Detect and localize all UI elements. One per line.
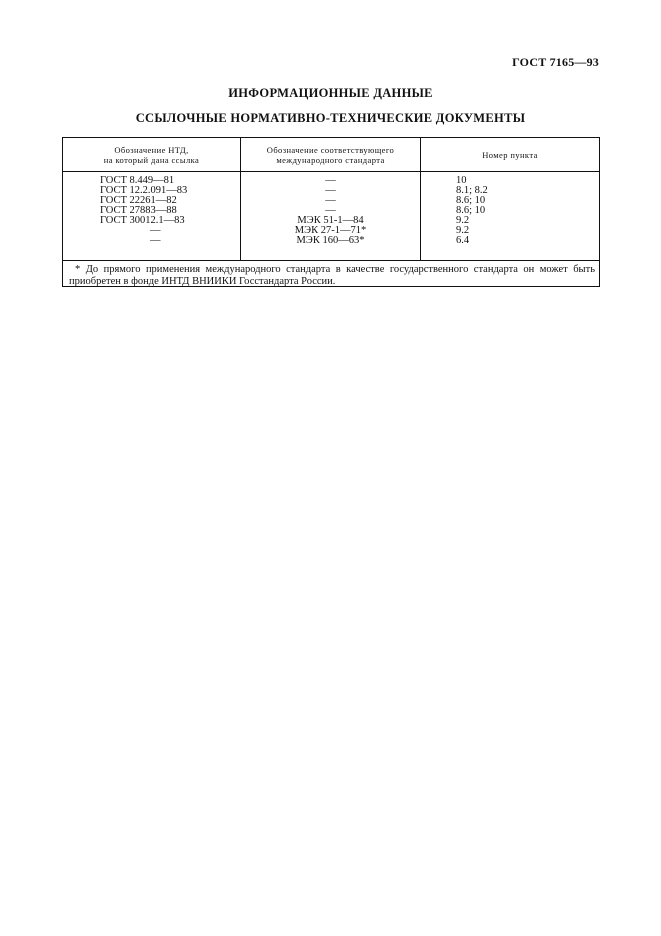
column-clause-number bbox=[456, 176, 596, 246]
table-cell: ГОСТ 22261—82 bbox=[100, 195, 177, 206]
table-cell: — bbox=[325, 205, 336, 216]
column-divider bbox=[420, 138, 421, 260]
table-cell: 9.2 bbox=[456, 225, 470, 236]
header-ntd-designation: Обозначение НТД, на который дана ссылка bbox=[103, 144, 200, 165]
table-cell: МЭК 27-1—71* bbox=[294, 225, 367, 236]
column-international-standard bbox=[241, 176, 420, 246]
table-cell: ГОСТ 27883—88 bbox=[100, 205, 177, 216]
table-cell: — bbox=[325, 195, 336, 206]
table-cell: 8.1; 8.2 bbox=[456, 185, 488, 196]
references-table bbox=[62, 137, 600, 287]
table-cell: — bbox=[325, 185, 336, 196]
section-title-references: ССЫЛОЧНЫЕ НОРМАТИВНО-ТЕХНИЧЕСКИЕ ДОКУМЕНТЫ bbox=[135, 111, 526, 125]
table-footnote: * До прямого применения международного стандарта в качестве государственного стандарта он может быть приобретен в фонде ИНТД ВНИИКИ Госстандарта России. bbox=[69, 264, 595, 287]
table-cell: ГОСТ 30012.1—83 bbox=[100, 215, 185, 226]
table-cell: 10 bbox=[456, 175, 467, 186]
header-international-standard: Обозначение соответствующего международного стандарта bbox=[266, 144, 395, 165]
table-cell: ГОСТ 8.449—81 bbox=[100, 175, 175, 186]
table-cell: 9.2 bbox=[456, 215, 470, 226]
table-cell: — bbox=[150, 235, 161, 246]
table-cell: — bbox=[325, 175, 336, 186]
column-ntd-designation bbox=[100, 176, 240, 246]
table-cell: — bbox=[150, 225, 161, 236]
table-cell: 8.6; 10 bbox=[456, 205, 486, 216]
table-cell: МЭК 51-1—84 bbox=[297, 215, 364, 226]
table-cell: 6.4 bbox=[456, 235, 470, 246]
section-title-info: ИНФОРМАЦИОННЫЕ ДАННЫЕ bbox=[228, 86, 433, 100]
table-cell: МЭК 160—63* bbox=[296, 235, 365, 246]
table-cell: ГОСТ 12.2.091—83 bbox=[100, 185, 188, 196]
footnote-divider bbox=[63, 260, 599, 261]
document-code: ГОСТ 7165—93 bbox=[512, 55, 599, 69]
table-cell: 8.6; 10 bbox=[456, 195, 486, 206]
header-clause-number: Номер пункта bbox=[482, 149, 538, 160]
table-header-row bbox=[63, 138, 599, 172]
